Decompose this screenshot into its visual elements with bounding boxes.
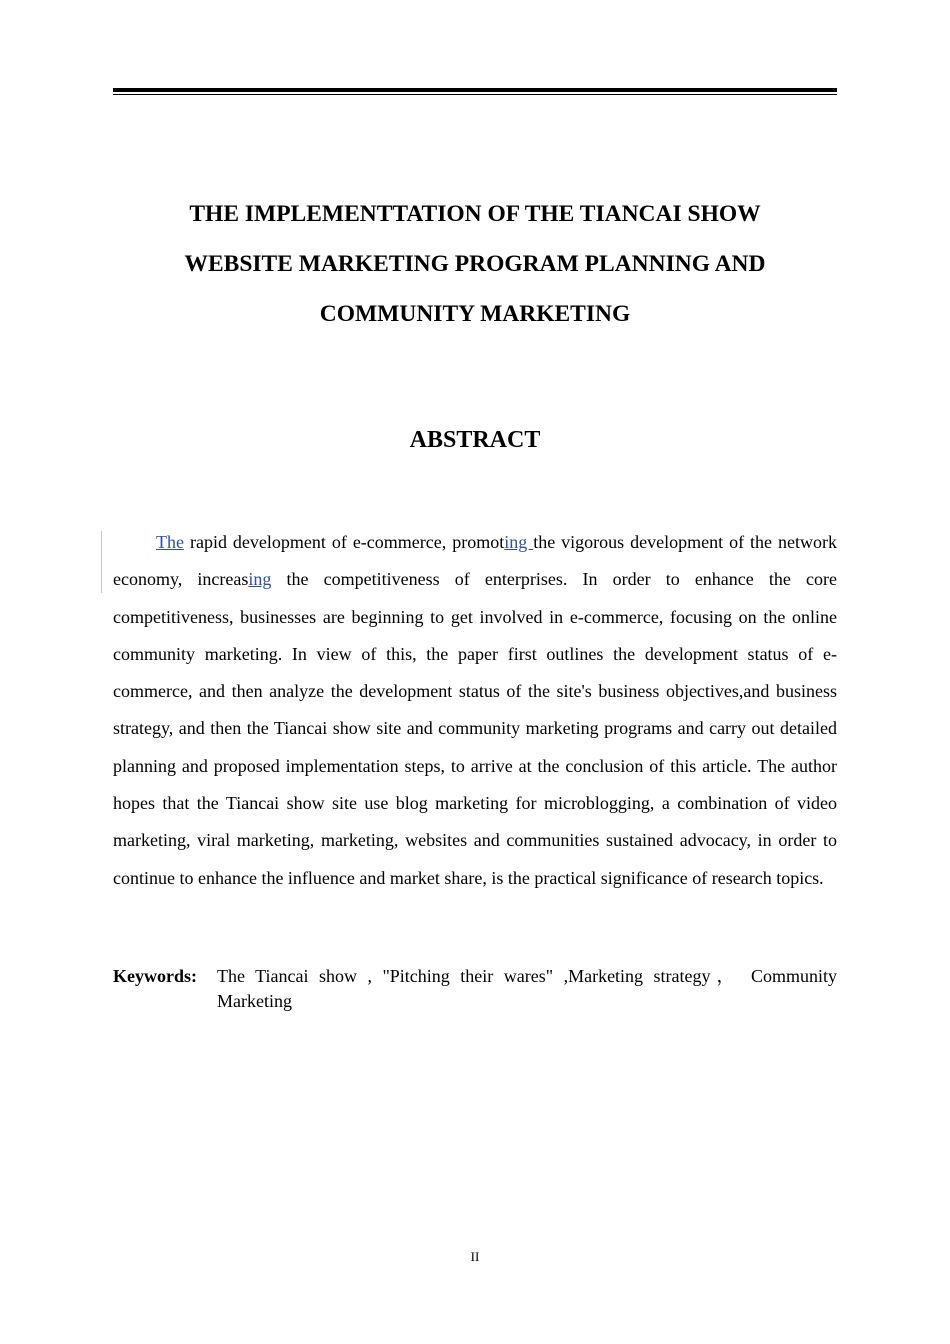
- header-rule-thick: [113, 88, 837, 92]
- page-number: II: [470, 1249, 480, 1264]
- title-line-1: THE IMPLEMENTTATION OF THE TIANCAI SHOW: [189, 201, 761, 227]
- header-rule-thin: [113, 94, 837, 95]
- revision-change-bar: [101, 531, 102, 593]
- header-double-rule: [113, 88, 837, 96]
- tracked-change-ing: ing: [248, 569, 272, 590]
- title-line-2: WEBSITE MARKETING PROGRAM PLANNING AND: [184, 251, 766, 277]
- abstract-text-segment: rapid development of e-commerce, promot: [183, 532, 505, 552]
- paper-title: [113, 189, 837, 339]
- keywords-text: The Tiancai show , "Pitching their wares" ,Marketing strategy， Community Marketing: [217, 966, 837, 1011]
- abstract-text-segment: the vigorous development of the network economy, increas: [113, 532, 837, 590]
- tracked-change-ing: ing: [504, 532, 534, 552]
- keywords-block: [113, 964, 837, 1014]
- title-line-3: COMMUNITY MARKETING: [319, 301, 631, 327]
- keywords-label: Keywords:: [113, 966, 197, 986]
- tracked-change-the: The: [156, 532, 184, 552]
- abstract-text-segment: the competitiveness of enterprises. In order to enhance the core competitiveness, businesses are beginning to get involved in e-commerce, focusing on the online community marketing. In view of this, the paper first outlines the development status of e-commerce, and then analyze the development status of the site's business objectives,and business strategy, and then the Tiancai show site and community marketing programs and carry out detailed planning and proposed implementation steps, to arrive at the conclusion of this article. The author hopes that the Tiancai show site use blog marketing for microblogging, a combination of video marketing, viral marketing, marketing, websites and communities sustained advocacy, in order to continue to enhance the influence and market share, is the practical significance of research topics.: [113, 569, 837, 888]
- abstract-heading: ABSTRACT: [409, 427, 541, 453]
- abstract-paragraph: [113, 524, 837, 897]
